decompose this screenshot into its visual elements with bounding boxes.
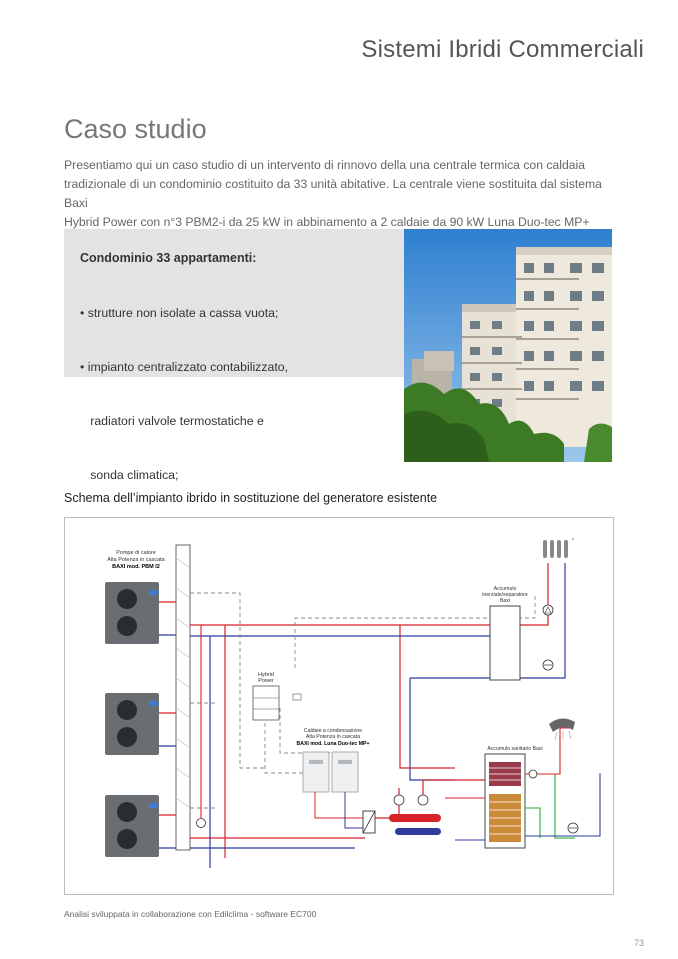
heat-pump-unit <box>105 582 159 644</box>
hydraulic-header <box>176 545 190 850</box>
info-box-heading: Condominio 33 appartamenti: <box>80 251 257 265</box>
plate-heat-exchanger <box>363 811 375 833</box>
radiator-icon <box>543 540 568 558</box>
page-title: Caso studio <box>64 114 207 144</box>
heat-pump-unit <box>105 795 159 857</box>
page-number: 73 <box>633 938 644 948</box>
list-item: • strutture non isolate a cassa vuota; <box>80 306 279 320</box>
hybrid-power-label: Hybrid <box>258 672 274 678</box>
mixing-valve <box>529 770 537 778</box>
diagram-heading: Schema dell’impianto ibrido in sostituzione del generatore esistente <box>64 491 438 505</box>
heat-pump-label: BAXI mod. PBM I2 <box>112 564 160 570</box>
inertial-tank <box>490 606 520 680</box>
inertial-tank-label: Accumulo <box>493 586 517 592</box>
intro-line: Hybrid Power con n°3 PBM2-i da 25 kW in abbinamento a 2 caldaie da 90 kW Luna Duo-tec MP+ <box>64 215 590 229</box>
hybrid-power-controller <box>253 686 301 720</box>
dhw-tank-label: Accumulo sanitario Baxi <box>487 746 543 752</box>
boiler-label: Alta Potenza in cascata <box>305 734 361 740</box>
radiator-mark: * <box>572 538 574 544</box>
header-title: Sistemi Ibridi Commerciali <box>361 36 644 63</box>
hybrid-system-schematic <box>64 517 614 895</box>
info-box-list <box>80 268 300 556</box>
condensing-boiler <box>303 752 358 792</box>
heat-pump-unit <box>105 693 159 755</box>
list-item: sonda climatica; <box>80 468 179 482</box>
list-item: radiatori valvole termostatiche e <box>80 414 264 428</box>
heat-pump-label: Pompe di calore <box>116 550 156 556</box>
inertial-tank-label: Baxi <box>499 598 511 604</box>
boiler-label: BAXI mod. Luna Duo-tec MP+ <box>296 741 370 747</box>
inertial-tank-label: inerziale/separatore <box>482 592 528 598</box>
footnote: Analisi sviluppata in collaborazione con Edilclima - software EC700 <box>64 909 317 919</box>
building-photo <box>404 229 612 462</box>
circulator-pump <box>197 819 206 828</box>
dhw-storage-tank <box>485 754 525 848</box>
intro-line: tradizionale di un condominio costituito da 33 unità abitative. La centrale viene sostituita dal sistema Baxi <box>64 177 602 210</box>
heat-pump-label: Alta Potenza in cascata <box>107 557 165 563</box>
hybrid-power-label: Power <box>258 678 274 684</box>
list-item: • impianto centralizzato contabilizzato, <box>80 360 288 374</box>
shower-icon <box>549 718 575 740</box>
intro-line: Presentiamo qui un caso studio di un intervento di rinnovo della una centrale termica con caldaia <box>64 158 585 172</box>
separator-tank <box>389 814 441 835</box>
circulator-pump <box>394 795 428 805</box>
boiler-label: Caldaie a condensazione <box>303 728 363 734</box>
